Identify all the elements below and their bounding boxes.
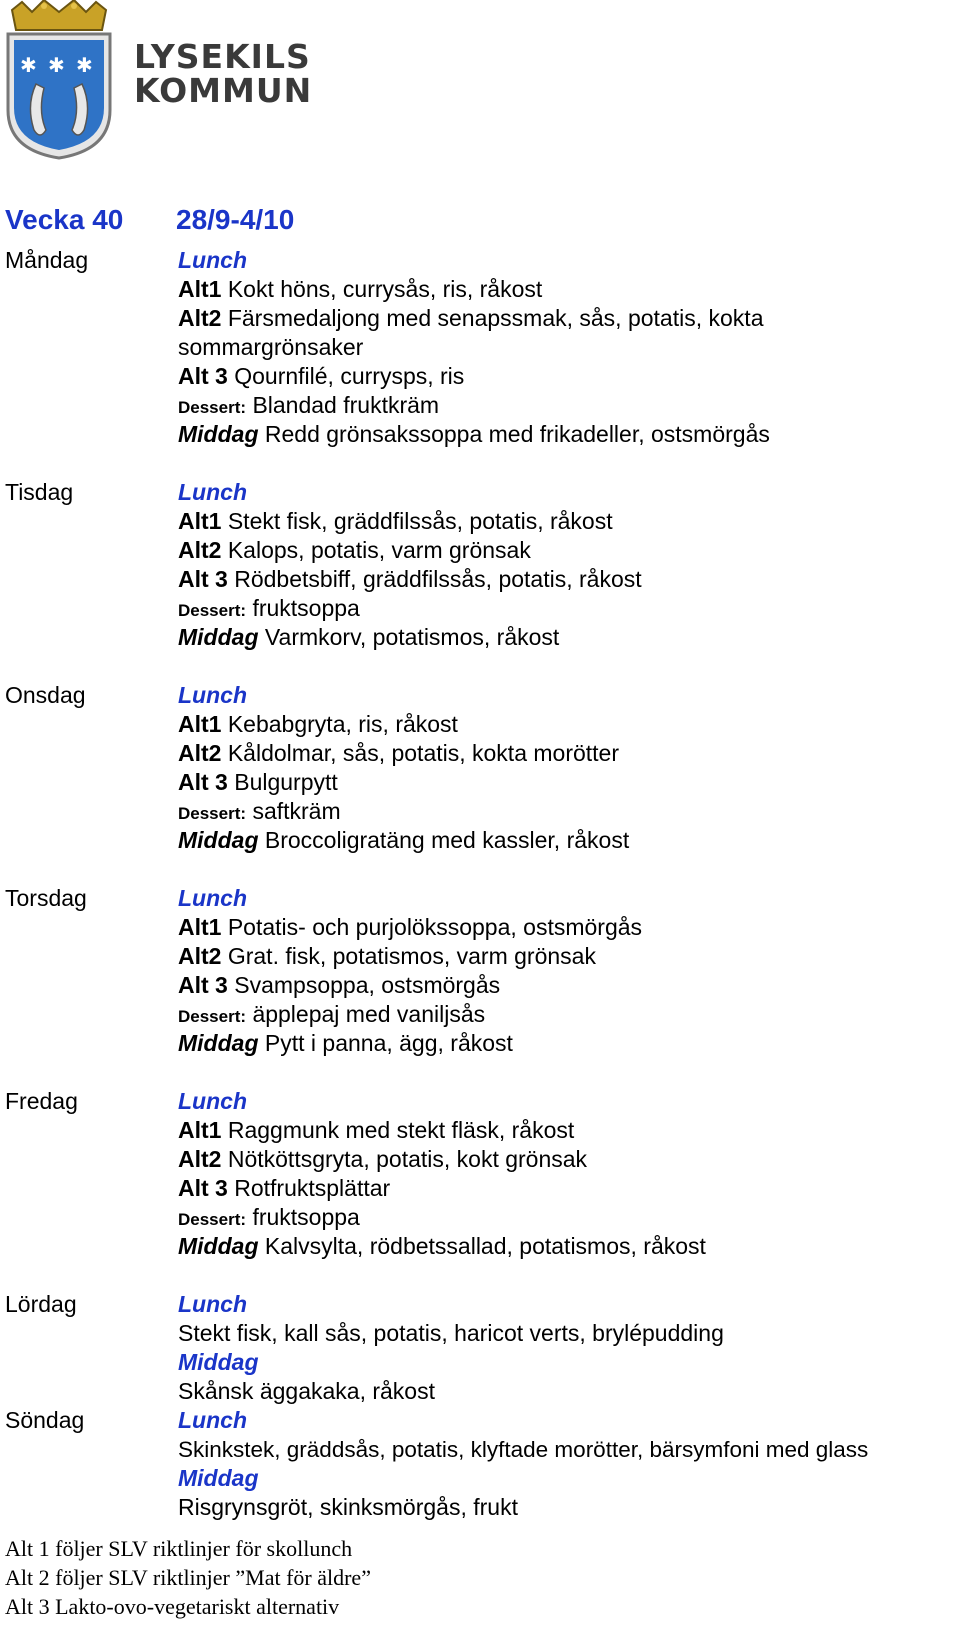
alt2-row <box>178 536 531 565</box>
alt1-row <box>178 913 642 942</box>
day-name-saturday: Lördag <box>5 1291 77 1317</box>
municipality-name <box>134 37 313 110</box>
middag-row <box>178 623 559 652</box>
alt3-text: Rotfruktsplättar <box>234 1175 391 1201</box>
svg-text:✱: ✱ <box>20 53 37 77</box>
dessert-text: saftkräm <box>252 798 341 824</box>
alt2-row <box>178 739 619 768</box>
alt1-label: Alt1 <box>178 276 222 302</box>
alt1-row <box>178 710 458 739</box>
day-name-monday: Måndag <box>5 247 89 273</box>
alt3-text: Bulgurpytt <box>234 769 338 795</box>
alt3-label: Alt 3 <box>178 1175 228 1201</box>
dessert-row <box>178 594 360 625</box>
alt1-row <box>178 275 542 304</box>
middag-row <box>178 1232 706 1261</box>
alt1-text: Potatis- och purjolökssoppa, ostsmörgås <box>227 914 643 940</box>
municipality-name-line1: LYSEKILS <box>134 37 311 76</box>
alt1-label: Alt1 <box>178 914 222 940</box>
municipality-name-line2: KOMMUN <box>134 71 313 110</box>
day-name-thursday: Torsdag <box>5 885 87 911</box>
lunch-text: Skinkstek, gräddsås, potatis, klyftade morötter, bärsymfoni med glass <box>178 1437 869 1462</box>
middag-label: Middag <box>178 827 259 853</box>
alt2-row <box>178 1145 587 1174</box>
dessert-text: Blandad fruktkräm <box>252 392 440 418</box>
lunch-heading: Lunch <box>178 247 247 273</box>
alt3-row <box>178 1174 390 1203</box>
lunch-heading: Lunch <box>178 682 247 708</box>
week-label: Vecka 40 <box>5 204 124 235</box>
day-name-sunday: Söndag <box>5 1407 85 1433</box>
day-name-wednesday: Onsdag <box>5 682 86 708</box>
alt3-label: Alt 3 <box>178 769 228 795</box>
footnote-alt2: Alt 2 följer SLV riktlinjer ”Mat för äldre” <box>5 1565 371 1590</box>
alt3-row <box>178 971 500 1000</box>
alt3-text: Rödbetsbiff, gräddfilssås, potatis, råkost <box>234 566 642 592</box>
dessert-text: fruktsoppa <box>252 1204 360 1230</box>
week-dates: 28/9-4/10 <box>176 204 295 235</box>
dessert-label: Dessert: <box>178 804 247 823</box>
dessert-row <box>178 1203 360 1234</box>
dessert-row <box>178 797 341 828</box>
middag-label: Middag <box>178 1030 259 1056</box>
alt2-text: Kalops, potatis, varm grönsak <box>227 537 531 563</box>
lunch-heading: Lunch <box>178 479 247 505</box>
lunch-heading: Lunch <box>178 1407 247 1433</box>
alt1-text: Raggmunk med stekt fläsk, råkost <box>227 1117 575 1143</box>
alt2-label: Alt2 <box>178 943 222 969</box>
alt3-label: Alt 3 <box>178 566 228 592</box>
middag-text: Redd grönsakssoppa med frikadeller, ostsmörgås <box>264 421 770 447</box>
middag-text: Skånsk äggakaka, råkost <box>178 1378 435 1404</box>
alt1-text: Kokt höns, currysås, ris, råkost <box>227 276 543 302</box>
alt2-text: Kåldolmar, sås, potatis, kokta morötter <box>227 740 620 766</box>
alt2-row <box>178 304 763 333</box>
alt3-row <box>178 362 464 391</box>
middag-label: Middag <box>178 624 259 650</box>
alt1-label: Alt1 <box>178 508 222 534</box>
lunch-text: Stekt fisk, kall sås, potatis, haricot verts, brylépudding <box>178 1320 724 1346</box>
dessert-row <box>178 391 439 422</box>
alt3-row <box>178 565 642 594</box>
alt2-row <box>178 942 596 971</box>
coat-of-arms-icon <box>4 0 114 160</box>
alt1-text: Stekt fisk, gräddfilssås, potatis, råkost <box>227 508 613 534</box>
dessert-text: fruktsoppa <box>252 595 360 621</box>
footnote-alt1: Alt 1 följer SLV riktlinjer för skollunch <box>5 1536 353 1561</box>
dessert-text: äpplepaj med vaniljsås <box>252 1001 486 1027</box>
middag-row <box>178 826 629 855</box>
middag-text: Varmkorv, potatismos, råkost <box>264 624 560 650</box>
alt3-label: Alt 3 <box>178 972 228 998</box>
svg-text:✱: ✱ <box>48 53 65 77</box>
middag-heading: Middag <box>178 1349 259 1375</box>
alt2-text-continued: sommargrönsaker <box>178 334 364 360</box>
footnote-alt3: Alt 3 Lakto-ovo-vegetariskt alternativ <box>5 1594 340 1619</box>
middag-text: Pytt i panna, ägg, råkost <box>264 1030 513 1056</box>
middag-text: Broccoligratäng med kassler, råkost <box>264 827 630 853</box>
middag-text: Risgrynsgröt, skinksmörgås, frukt <box>178 1494 518 1520</box>
middag-row <box>178 1029 513 1058</box>
alt1-row <box>178 507 613 536</box>
alt3-text: Svampsoppa, ostsmörgås <box>234 972 501 998</box>
alt2-label: Alt2 <box>178 305 222 331</box>
alt2-label: Alt2 <box>178 740 222 766</box>
alt1-label: Alt1 <box>178 711 222 737</box>
alt1-label: Alt1 <box>178 1117 222 1143</box>
day-name-tuesday: Tisdag <box>5 479 74 505</box>
alt1-text: Kebabgryta, ris, råkost <box>227 711 458 737</box>
alt2-text: Färsmedaljong med senapssmak, sås, potatis, kokta <box>227 305 764 331</box>
dessert-label: Dessert: <box>178 601 247 620</box>
dessert-label: Dessert: <box>178 398 247 417</box>
alt2-label: Alt2 <box>178 1146 222 1172</box>
day-name-friday: Fredag <box>5 1088 78 1114</box>
alt2-label: Alt2 <box>178 537 222 563</box>
lunch-heading: Lunch <box>178 1291 247 1317</box>
dessert-label: Dessert: <box>178 1007 247 1026</box>
middag-label: Middag <box>178 1233 259 1259</box>
middag-row <box>178 420 770 449</box>
dessert-row <box>178 1000 485 1031</box>
alt3-row <box>178 768 338 797</box>
lunch-heading: Lunch <box>178 885 247 911</box>
alt2-text: Nötköttsgryta, potatis, kokt grönsak <box>227 1146 588 1172</box>
municipality-logo <box>4 0 313 165</box>
middag-text: Kalvsylta, rödbetssallad, potatismos, råkost <box>264 1233 706 1259</box>
alt3-label: Alt 3 <box>178 363 228 389</box>
lunch-heading: Lunch <box>178 1088 247 1114</box>
middag-heading: Middag <box>178 1465 259 1491</box>
svg-text:✱: ✱ <box>76 53 93 77</box>
dessert-label: Dessert: <box>178 1210 247 1229</box>
alt2-text: Grat. fisk, potatismos, varm grönsak <box>227 943 596 969</box>
alt3-text: Qournfilé, currysps, ris <box>234 363 465 389</box>
middag-label: Middag <box>178 421 259 447</box>
alt1-row <box>178 1116 574 1145</box>
